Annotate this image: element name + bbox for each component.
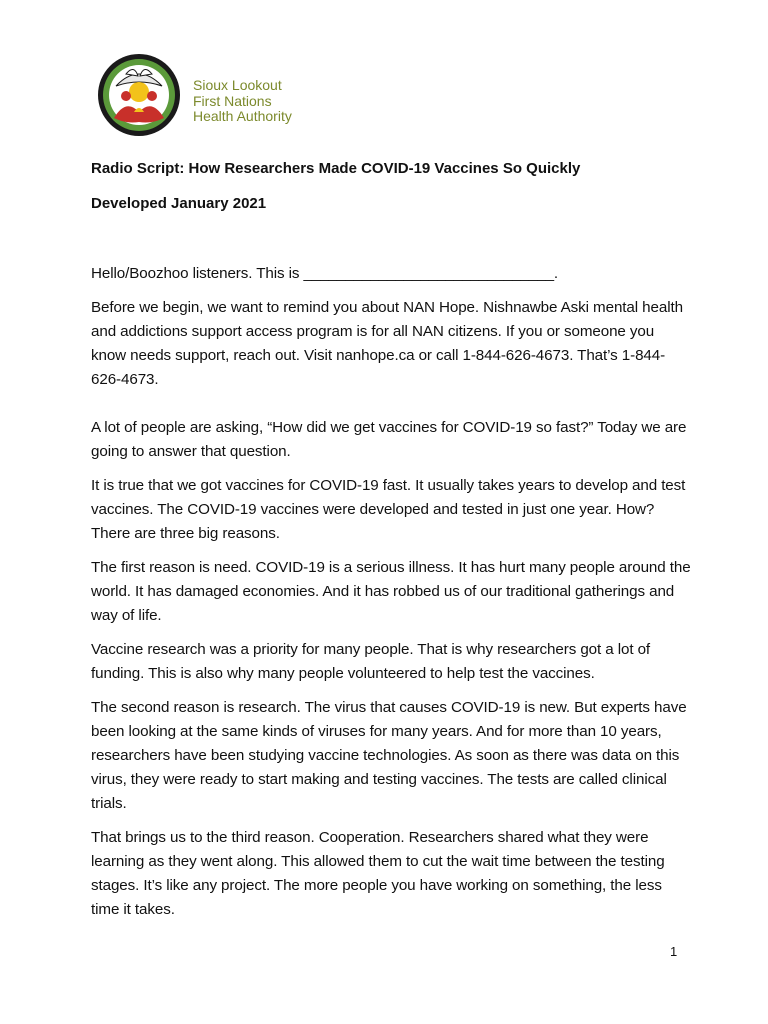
health-authority-logo	[96, 52, 182, 138]
second-reason-paragraph: The second reason is research. The virus that causes COVID-19 is new. But experts have been looking at the same kinds of viruses for many years. And for more than 10 years, researchers have been studying vaccine technologies. As soon as there was data on this virus, they were ready to start making and testing vaccines. The tests are called clinical trials.	[91, 699, 687, 812]
question-paragraph: A lot of people are asking, “How did we get vaccines for COVID-19 so fast?” Today we are going to answer that question.	[91, 419, 687, 460]
organization-name	[193, 78, 292, 125]
fast-vaccines-paragraph: It is true that we got vaccines for COVID-19 fast. It usually takes years to develop and test vaccines. The COVID-19 vaccines were developed and tested in just one year. How? There are three big reasons.	[91, 477, 686, 542]
logo-emblem-icon	[96, 52, 182, 138]
org-line-3: Health Authority	[193, 108, 292, 124]
nan-hope-paragraph: Before we begin, we want to remind you about NAN Hope. Nishnawbe Aski mental health and addictions support access program is for all NAN citizens. If you or someone you know needs support, reach out. Visit nanhope.ca or call 1-844-626-4673. That’s 1-844-626-4673.	[91, 299, 683, 388]
first-reason-paragraph: The first reason is need. COVID-19 is a serious illness. It has hurt many people around the world. It has damaged economies. And it has robbed us of our traditional gatherings and way of life.	[91, 559, 691, 624]
script-body	[91, 262, 691, 932]
org-line-2: First Nations	[193, 92, 272, 109]
page-number: 1	[670, 944, 678, 959]
script-title: Radio Script: How Researchers Made COVID-19 Vaccines So Quickly	[91, 160, 581, 177]
priority-paragraph: Vaccine research was a priority for many people. That is why researchers got a lot of funding. This is also why many people volunteered to help test the vaccines.	[91, 641, 651, 682]
third-reason-paragraph: That brings us to the third reason. Cooperation. Researchers shared what they were learning as they went along. This allowed them to cut the wait time between the testing stages. It’s like any project. The more people you have working on something, the less time it takes.	[91, 829, 665, 918]
org-line-1: Sioux Lookout	[193, 77, 282, 93]
greeting-paragraph: Hello/Boozhoo listeners. This is ______________________________.	[91, 265, 559, 282]
developed-date: Developed January 2021	[91, 195, 267, 212]
